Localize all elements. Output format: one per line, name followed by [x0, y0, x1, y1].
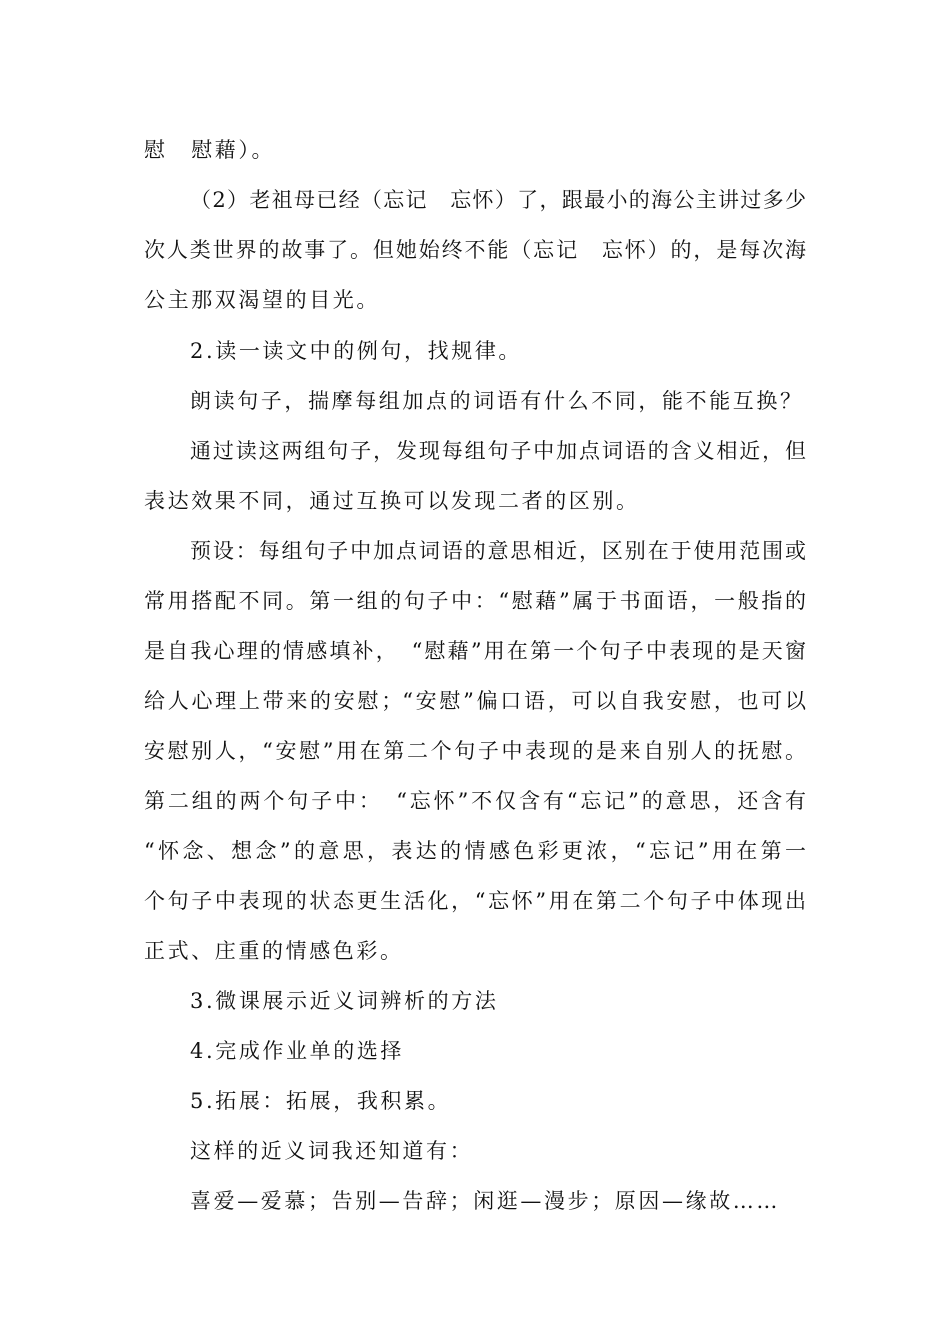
text-line: 给人心理上带来的安慰；“安慰”偏口语，可以自我安慰，也可以 — [144, 689, 806, 713]
section-heading: 2.读一读文中的例句，找规律。 — [190, 339, 523, 363]
text-line: “怀念、想念”的意思，表达的情感色彩更浓，“忘记”用在第一 — [144, 839, 806, 863]
text-line: 朗读句子，揣摩每组加点的词语有什么不同，能不能互换？ — [190, 389, 804, 413]
text-line: 次人类世界的故事了。但她始终不能（忘记 忘怀）的，是每次海 — [144, 238, 806, 262]
section-heading: 4.完成作业单的选择 — [190, 1039, 405, 1063]
text-line: 正式、庄重的情感色彩。 — [144, 939, 404, 963]
text-line: 第二组的两个句子中： “忘怀”不仅含有“忘记”的意思，还含有 — [144, 789, 806, 813]
text-line: 慰 慰藉）。 — [144, 138, 276, 162]
text-line: 公主那双渴望的目光。 — [144, 288, 380, 312]
text-line: 是自我心理的情感填补， “慰藉”用在第一个句子中表现的是天窗 — [144, 639, 806, 663]
text-line: （2）老祖母已经（忘记 忘怀）了，跟最小的海公主讲过多少 — [190, 188, 806, 212]
text-line: 常用搭配不同。第一组的句子中：“慰藉”属于书面语，一般指的 — [144, 589, 806, 613]
text-line: 喜爱—爱慕；告别—告辞；闲逛—漫步；原因—缘故…… — [190, 1189, 780, 1213]
section-heading: 3.微课展示近义词辨析的方法 — [190, 989, 499, 1013]
text-line: 个句子中表现的状态更生活化，“忘怀”用在第二个句子中体现出 — [144, 889, 806, 913]
text-line: 表达效果不同，通过互换可以发现二者的区别。 — [144, 489, 640, 513]
text-line: 通过读这两组句子，发现每组句子中加点词语的含义相近，但 — [190, 439, 806, 463]
section-heading: 5.拓展：拓展，我积累。 — [190, 1089, 452, 1113]
text-line: 安慰别人，“安慰”用在第二个句子中表现的是来自别人的抚慰。 — [144, 739, 806, 763]
text-line: 预设：每组句子中加点词语的意思相近，区别在于使用范围或 — [190, 539, 806, 563]
text-line: 这样的近义词我还知道有： — [190, 1139, 474, 1163]
